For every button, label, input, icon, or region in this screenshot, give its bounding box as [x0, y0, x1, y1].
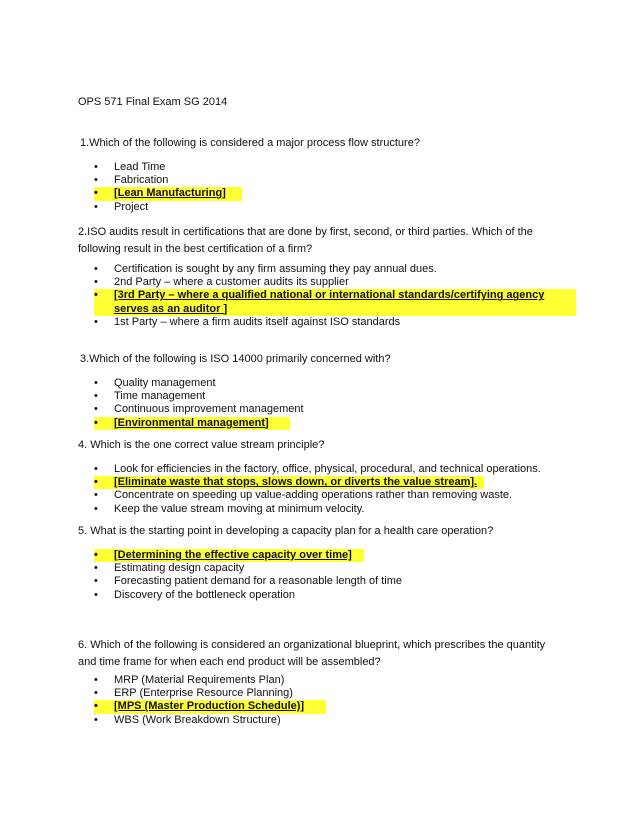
option	[94, 562, 564, 575]
option-text: Keep the value stream moving at minimum velocity.	[114, 502, 365, 515]
option-text: [MPS (Master Production Schedule)]	[114, 700, 305, 713]
option-text: 2nd Party – where a customer audits its supplier	[114, 276, 349, 289]
bullet-icon: •	[94, 161, 98, 173]
bullet-icon: •	[94, 263, 98, 275]
option	[94, 463, 564, 476]
question-2-text: 2.ISO audits result in certifications that are done by first, second, or third parties. Which of the following result in the best certification of a firm?	[78, 226, 533, 255]
option	[94, 503, 564, 516]
option	[94, 403, 564, 416]
question-2-options	[94, 263, 564, 329]
option-text: [Determining the effective capacity over time]	[114, 549, 352, 561]
bullet-icon: •	[94, 174, 98, 187]
document-title: OPS 571 Final Exam SG 2014	[78, 96, 228, 108]
option-correct	[94, 187, 242, 200]
bullet-icon: •	[94, 674, 98, 686]
option-text: Project	[114, 200, 149, 213]
option-text: Forecasting patient demand for a reasonable length of time	[114, 575, 403, 588]
question-6-text: 6. Which of the following is considered an organizational blueprint, which prescribes the quantity and time frame for when each end product will be assembled?	[78, 639, 546, 668]
option	[94, 201, 564, 214]
question-5-text: 5. What is the starting point in developing a capacity plan for a health care operation?	[78, 525, 494, 537]
option-text: Quality management	[114, 377, 216, 389]
bullet-icon: •	[94, 416, 98, 429]
option-text: [3rd Party – where a qualified national or international standards/certifying agency serves as an auditor ]	[114, 289, 545, 315]
option-text: Fabrication	[114, 174, 169, 187]
bullet-icon: •	[94, 289, 98, 302]
bullet-icon: •	[94, 700, 98, 713]
option	[94, 276, 564, 289]
option-text: Time management	[114, 390, 206, 403]
option	[94, 161, 564, 174]
option-correct	[94, 549, 364, 562]
option-text: Lead Time	[114, 161, 166, 173]
question-6-options	[94, 674, 564, 727]
option	[94, 714, 564, 727]
option	[94, 316, 564, 329]
option	[94, 589, 564, 602]
bullet-icon: •	[94, 575, 98, 588]
bullet-icon: •	[94, 489, 98, 502]
bullet-icon: •	[94, 588, 98, 601]
bullet-icon: •	[94, 549, 98, 561]
bullet-icon: •	[94, 200, 98, 213]
option-text: WBS (Work Breakdown Structure)	[114, 713, 281, 726]
option-text: [Lean Manufacturing]	[114, 187, 226, 200]
option-text: [Eliminate waste that stops, slows down, or diverts the value stream].	[114, 476, 478, 489]
option	[94, 174, 564, 187]
option	[94, 377, 564, 390]
bullet-icon: •	[94, 713, 98, 726]
option-text: Look for efficiencies in the factory, office, physical, procedural, and technical operations.	[114, 463, 541, 475]
option-correct	[94, 700, 326, 713]
bullet-icon: •	[94, 687, 98, 700]
bullet-icon: •	[94, 315, 98, 328]
bullet-icon: •	[94, 187, 98, 200]
option	[94, 575, 564, 588]
question-3-text: 3.Which of the following is ISO 14000 primarily concerned with?	[80, 353, 391, 365]
option	[94, 489, 564, 502]
option	[94, 263, 564, 276]
question-5-options	[94, 549, 564, 602]
option-text: 1st Party – where a firm audits itself against ISO standards	[114, 315, 401, 328]
option-correct	[94, 417, 290, 430]
bullet-icon: •	[94, 502, 98, 515]
question-1-options	[94, 161, 564, 214]
option-text: Concentrate on speeding up value-adding operations rather than removing waste.	[114, 489, 513, 502]
option-text: Certification is sought by any firm assuming they pay annual dues.	[114, 263, 437, 275]
bullet-icon: •	[94, 476, 98, 489]
bullet-icon: •	[94, 562, 98, 575]
option-correct	[94, 289, 576, 315]
option-text: Continuous improvement management	[114, 403, 304, 416]
question-4-text: 4. Which is the one correct value stream principle?	[78, 439, 325, 451]
question-1-text: 1.Which of the following is considered a major process flow structure?	[80, 137, 420, 149]
bullet-icon: •	[94, 390, 98, 403]
option-text: [Environmental management]	[114, 416, 269, 429]
option-correct	[94, 476, 484, 489]
option	[94, 390, 564, 403]
option-text: Discovery of the bottleneck operation	[114, 588, 295, 601]
option-text: MRP (Material Requirements Plan)	[114, 674, 285, 686]
bullet-icon: •	[94, 403, 98, 416]
option-text: Estimating design capacity	[114, 562, 245, 575]
bullet-icon: •	[94, 377, 98, 389]
option-text: ERP (Enterprise Resource Planning)	[114, 687, 293, 700]
bullet-icon: •	[94, 463, 98, 475]
question-3-options	[94, 377, 564, 430]
bullet-icon: •	[94, 276, 98, 289]
option	[94, 674, 564, 687]
option	[94, 687, 564, 700]
question-4-options	[94, 463, 564, 516]
